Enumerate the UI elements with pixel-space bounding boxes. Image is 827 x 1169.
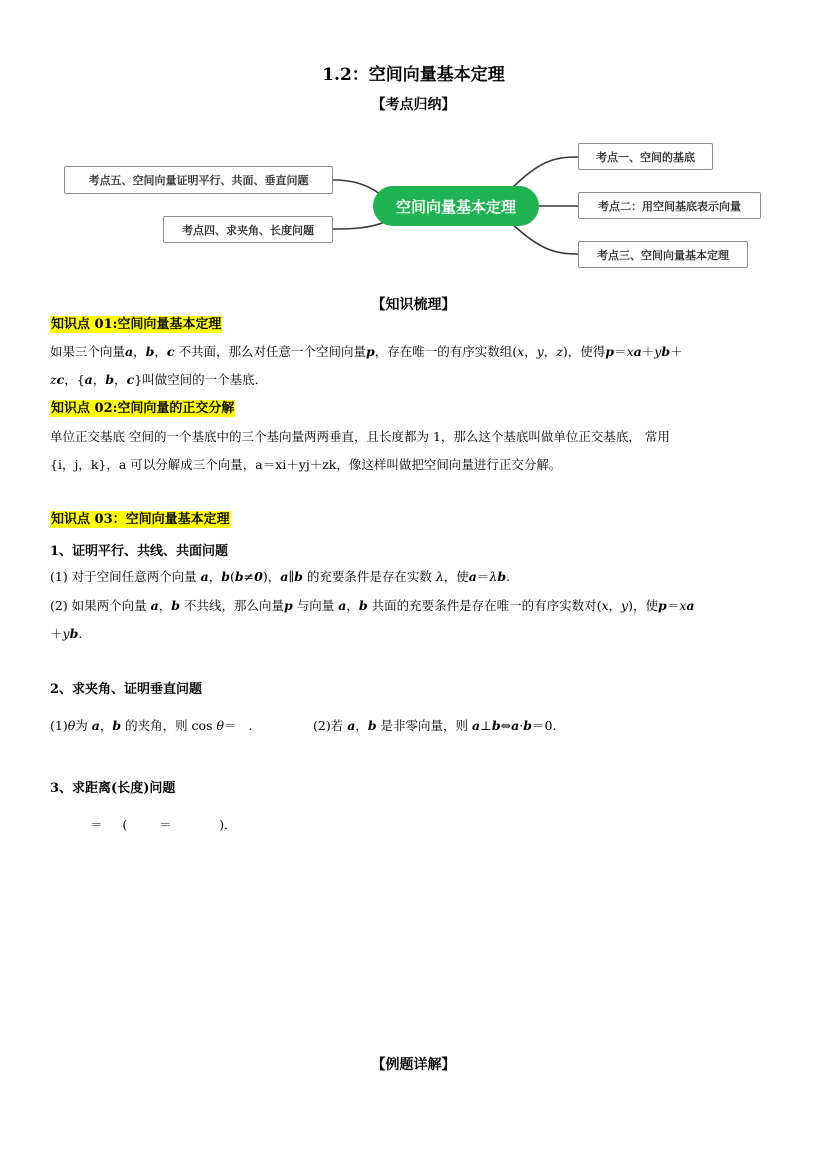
kp3-heading-1: 1、证明平行、共线、共面问题	[50, 544, 229, 559]
mind-map-center: 空间向量基本定理	[373, 186, 539, 226]
kp3-heading-3: 3、求距离(长度)问题	[50, 781, 176, 796]
knowledge-point-02-title: 知识点 02:空间向量的正交分解	[51, 401, 235, 416]
kp1-paragraph-line-1: 如果三个向量a，b，c 不共面，那么对任意一个空间向量p，存在唯一的有序实数组(x，y，z)，使得p＝xa＋yb＋	[50, 344, 683, 359]
kp3-paragraph-2-line-1: (2) 如果两个向量 a，b 不共线，那么向量p 与向量 a，b 共面的充要条件是存在唯一的有序实数对(x，y)，使p＝xa	[50, 598, 695, 613]
mind-map-node-1: 考点一、空间的基底	[578, 143, 713, 170]
section-heading-liti: 【例题详解】	[371, 1057, 456, 1073]
page-title: 1.2：空间向量基本定理	[322, 65, 505, 85]
kp3-paragraph-1: (1) 对于空间任意两个向量 a，b(b≠0)，a∥b 的充要条件是存在实数 λ，使a＝λb.	[50, 569, 511, 584]
kp3-heading-2: 2、求夹角、证明垂直问题	[50, 682, 203, 697]
kp2-paragraph-line-2: {i，j，k}，a 可以分解成三个向量，a＝xi＋yj＋zk，像这样叫做把空间向量进行正交分解。	[50, 457, 562, 472]
mind-map-node-4: 考点四、求夹角、长度问题	[163, 216, 333, 243]
connector-node-5	[333, 180, 380, 194]
section-heading-kaodian: 【考点归纳】	[371, 97, 456, 113]
mind-map-node-2: 考点二：用空间基底表示向量	[578, 192, 761, 219]
kp1-paragraph-line-2: zc，{a，b，c}叫做空间的一个基底．	[50, 372, 268, 387]
mind-map-node-5: 考点五、空间向量证明平行、共面、垂直问题	[64, 166, 333, 194]
section-heading-zhishi: 【知识梳理】	[371, 297, 456, 313]
mind-map-node-3: 考点三、空间向量基本定理	[578, 241, 748, 268]
knowledge-point-01-title: 知识点 01:空间向量基本定理	[51, 317, 222, 332]
kp3-paragraph-3-part-2: (2)若 a，b 是非零向量，则 a⊥b⇔a·b＝0.	[313, 718, 557, 733]
kp2-paragraph-line-1: 单位正交基底 空间的一个基底中的三个基向量两两垂直，且长度都为 1，那么这个基底叫做单位正交基底， 常用	[50, 429, 670, 444]
connector-node-3	[510, 222, 578, 254]
kp3-paragraph-2-line-2: ＋yb.	[50, 626, 83, 641]
kp3-paragraph-3-part-1: (1)θ为 a，b 的夹角，则 cos θ＝ .	[50, 718, 253, 733]
kp3-distance-formula: ＝ ( ＝ )．	[90, 817, 237, 832]
knowledge-point-03-title: 知识点 03：空间向量基本定理	[51, 512, 230, 527]
